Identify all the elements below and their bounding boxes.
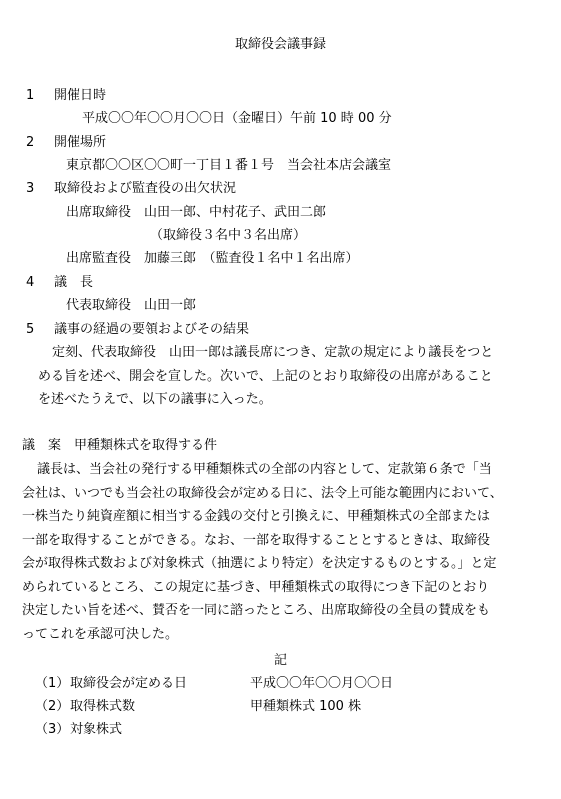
section-3-line: （取締役３名中３名出席） xyxy=(150,228,307,243)
agenda-heading: 議 案 甲種類株式を取得する件 xyxy=(22,438,218,453)
agenda-body-line: 決定したい旨を述べ、賛否を一同に諮ったところ、出席取締役の全員の賛成をも xyxy=(22,603,491,618)
document-title: 取締役会議事録 xyxy=(234,37,326,52)
section-5-number: 5 xyxy=(26,322,35,337)
section-3-number: 3 xyxy=(26,181,35,196)
ki-marker: 記 xyxy=(273,653,287,668)
section-4-heading: 議 長 xyxy=(54,275,94,290)
item-number: （2） xyxy=(35,699,70,714)
item-label: 対象株式 xyxy=(70,722,123,737)
section-3-line: 出席監査役 加藤三郎 （監査役１名中１名出席） xyxy=(66,251,359,266)
section-4-line: 代表取締役 山田一郎 xyxy=(66,298,197,313)
item-number: （3） xyxy=(35,722,70,737)
section-2-number: 2 xyxy=(26,135,35,150)
agenda-body-line: 議長は、当会社の発行する甲種類株式の全部の内容として、定款第６条で「当 xyxy=(37,462,492,477)
section-5-heading: 議事の経過の要領およびその結果 xyxy=(54,322,250,337)
section-3-heading: 取締役および監査役の出欠状況 xyxy=(54,181,237,196)
agenda-body-line: 会社は、いつでも当会社の取締役会が定める日に、法令上可能な範囲内において、 xyxy=(22,486,503,501)
agenda-body-line: ってこれを承認可決した。 xyxy=(22,627,179,642)
agenda-body-line: 一部を取得することができる。なお、一部を取得することとするときは、取締役 xyxy=(22,533,491,548)
item-value: 平成〇〇年〇〇月〇〇日 xyxy=(250,676,394,691)
item-label: 取得株式数 xyxy=(70,699,136,714)
item-value: 甲種類株式 100 株 xyxy=(250,699,362,714)
agenda-body-line: 一株当たり純資産額に相当する金銭の交付と引換えに、甲種類株式の全部または xyxy=(22,509,491,524)
section-5-line: める旨を述べ、開会を宣した。次いで、上記のとおり取締役の出席があること xyxy=(38,369,493,384)
item-label: 取締役会が定める日 xyxy=(70,676,188,691)
section-3-line: 出席取締役 山田一郎、中村花子、武田二郎 xyxy=(66,205,327,220)
section-2-heading: 開催場所 xyxy=(54,135,107,150)
section-5-line: 定刻、代表取締役 山田一郎は議長席につき、定款の規定により議長をつと xyxy=(52,345,494,360)
section-1-number: 1 xyxy=(26,88,35,103)
section-1-line: 平成〇〇年〇〇月〇〇日（金曜日）午前 10 時 00 分 xyxy=(82,111,392,126)
section-4-number: 4 xyxy=(26,275,35,290)
item-number: （1） xyxy=(35,676,70,691)
section-1-heading: 開催日時 xyxy=(54,88,107,103)
section-2-line: 東京都〇〇区〇〇町一丁目１番１号 当会社本店会議室 xyxy=(66,158,392,173)
agenda-body-line: められているところ、この規定に基づき、甲種類株式の取得につき下記のとおり xyxy=(22,580,490,595)
agenda-body-line: 会が取得株式数および対象株式（抽選により特定）を決定するものとする。」と定 xyxy=(22,556,497,571)
section-5-line: を述べたうえで、以下の議事に入った。 xyxy=(38,392,272,407)
